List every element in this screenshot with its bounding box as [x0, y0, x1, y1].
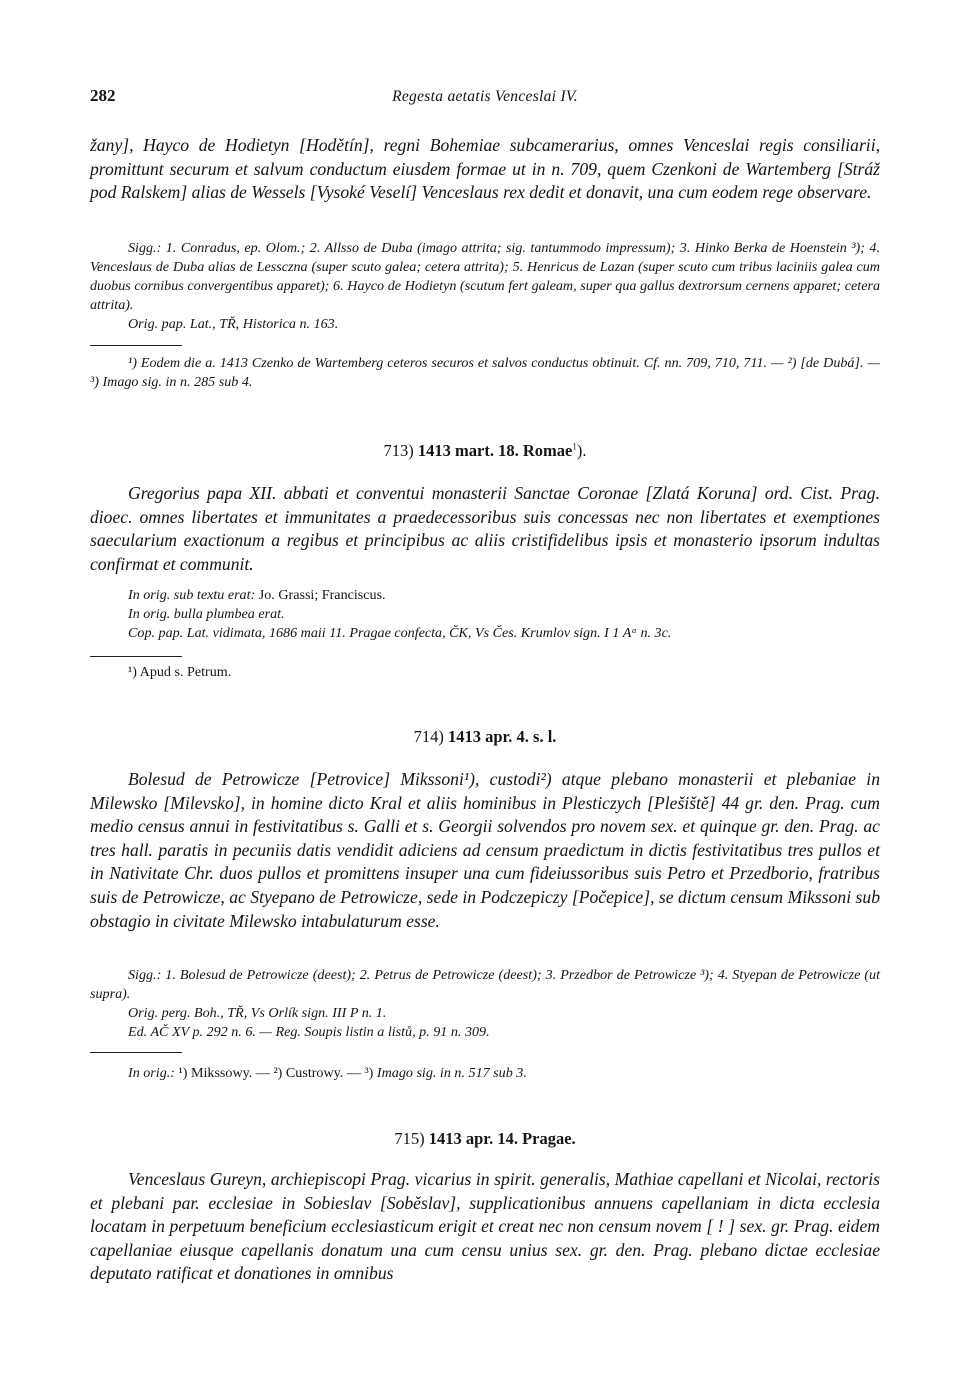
entry-number: 715): [394, 1129, 425, 1148]
page-number: 282: [90, 86, 116, 105]
page-header: [90, 86, 880, 114]
entry-date: 1413 mart. 18. Romae: [417, 441, 573, 460]
original-source: Orig. pap. Lat., TŘ, Historica n. 163.: [128, 316, 339, 332]
sigils-list: Sigg.: 1. Conradus, ep. Olom.; 2. Allsso de Duba (imago attrita; sig. tantummodo impressum); 3. Hinko Berka de Hoenstein ³); 4. Venceslaus de Duba alias de Lessczna (super scuto galea; cetera attrita); 5. Henricus de Lazan (super scuto cum tribus laciniis galea cum duobus cornibus convergentibus apparet); 6. Hayco de Hodietyn (scutum fert galeam, super qua gallus dextrorsum cernens apparet; cetera attrita).: [90, 240, 880, 313]
footnote-rule: [90, 656, 182, 657]
footnote-marker: 1: [572, 441, 577, 452]
note-names: Jo. Grassi; Franciscus.: [258, 587, 386, 603]
note-copy: Cop. pap. Lat. vidimata, 1686 maii 11. Pragae confecta, ČK, Vs Čes. Krumlov sign. I 1 Aᵅ n. 3c.: [128, 625, 672, 641]
note-subscription: [90, 586, 880, 605]
sigils-list: Sigg.: 1. Bolesud de Petrowicze (deest); 2. Petrus de Petrowicze (deest); 3. Przedbor de Petrowicze ³); 4. Styepan de Petrowicze (ut supra).: [90, 967, 880, 1002]
footnote-rule: [90, 345, 182, 346]
entry-713-footnotes: [90, 663, 880, 682]
original-source: Orig. perg. Boh., TŘ, Vs Orlík sign. III P n. 1.: [128, 1005, 387, 1021]
entry-714-heading: [90, 727, 880, 747]
edition: Ed. AČ XV p. 292 n. 6. — Reg. Soupis listin a listů, p. 91 n. 309.: [128, 1024, 490, 1040]
footnote-variants: ¹) Mikssowy. — ²) Custrowy. — ³): [178, 1065, 374, 1081]
footnote-image: Imago sig. in n. 517 sub 3.: [376, 1065, 527, 1081]
note-bulla: In orig. bulla plumbea erat.: [128, 606, 285, 622]
entry-714-sigils: [90, 966, 880, 1042]
entry-714-footnotes: [90, 1064, 880, 1083]
entry-715-text: Venceslaus Gureyn, archiepiscopi Prag. vicarius in spirit. generalis, Mathiae capellani et Nicolai, rectoris et plebani par. ecclesiae in Sobieslav [Soběslav], supplicationibus annuens capellaniam in dicta ecclesia locatam in perpetuum beneficium ecclesiasticum erigit et creat nec non censum novem [ ! ] sex. gr. Prag. eidem capellaniae eiusque capellanis donatum una cum censu unius sex. gr. den. Prag. plebano dictae ecclesiae deputato ratificat et donationes in omnibus: [90, 1169, 880, 1284]
running-head: Regesta aetatis Venceslai IV.: [392, 88, 578, 105]
note-lead: In orig. sub textu erat:: [128, 587, 256, 603]
heading-end: ).: [576, 441, 587, 460]
entry-712-text: žany], Hayco de Hodietyn [Hodětín], regni Bohemiae subcamerarius, omnes Venceslai regis consiliarii, promittunt securum et salvum conductum eiusdem formae ut in n. 709, quem Czenkoni de Wartemberg [Stráž pod Ralskem] alias de Wessels [Vysoké Veselí] Venceslaus rex dedit et donavit, una cum eodem rege observare.: [90, 135, 880, 203]
footnote-rule: [90, 1052, 182, 1053]
footnote-lead: In orig.:: [128, 1065, 175, 1081]
entry-713-notes: [90, 586, 880, 643]
entry-date: 1413 apr. 14. Pragae.: [428, 1129, 576, 1148]
entry-number: 713): [383, 441, 414, 460]
footnote-text: ¹) Apud s. Petrum.: [128, 664, 232, 680]
entry-712-sigils: [90, 239, 880, 334]
entry-date: 1413 apr. 4. s. l.: [447, 727, 557, 746]
footnote-text: ¹) Eodem die a. 1413 Czenko de Wartemberg ceteros securos et salvos conductus obtinuit. Cf. nn. 709, 710, 711. — ²) [de Dubá]. — ³) Imago sig. in n. 285 sub 4.: [90, 355, 880, 390]
entry-715-heading: [90, 1129, 880, 1149]
entry-713-heading: [90, 441, 880, 461]
entry-713-text: Gregorius papa XII. abbati et conventui monasterii Sanctae Coronae [Zlatá Koruna] ord. Cist. Prag. dioec. omnes libertates et immunitates a praedecessoribus suis concessas nec non libertates et exemptiones saecularium exactionum a regibus et principibus ac aliis cristifidelibus ipsis et monasterio ipsorum indultas confirmat et communit.: [90, 483, 880, 574]
entry-712-footnotes: [90, 354, 880, 392]
footnote-text: [90, 1064, 880, 1083]
entry-number: 714): [413, 727, 444, 746]
entry-714-text: Bolesud de Petrowicze [Petrovice] Mikssoni¹), custodi²) atque plebano monasterii et plebaniae in Milewsko [Milevsko], in homine dicto Kral et aliis hominibus in Plesticzych [Plešiště] 44 gr. den. Prag. cum medio census annui in festivitatibus s. Galli et s. Georgii solvendos pro novem sex. et quinque gr. den. Prag. ac tres hall. paratis in pecuniis datis vendidit adiciens ad censum praedictum in dictis festivitatibus tres pullos et in Nativitate Chr. duos pullos et promittens insuper una cum fideiussoribus suis Petro et Przedborio, fratribus suis de Petrowicze, ac Styepano de Petrowicze, sede in Podczepiczy [Počepice], se dictum censum Mikssoni sub obstagio in civitate Milewsko intabulaturum esse.: [90, 769, 880, 931]
